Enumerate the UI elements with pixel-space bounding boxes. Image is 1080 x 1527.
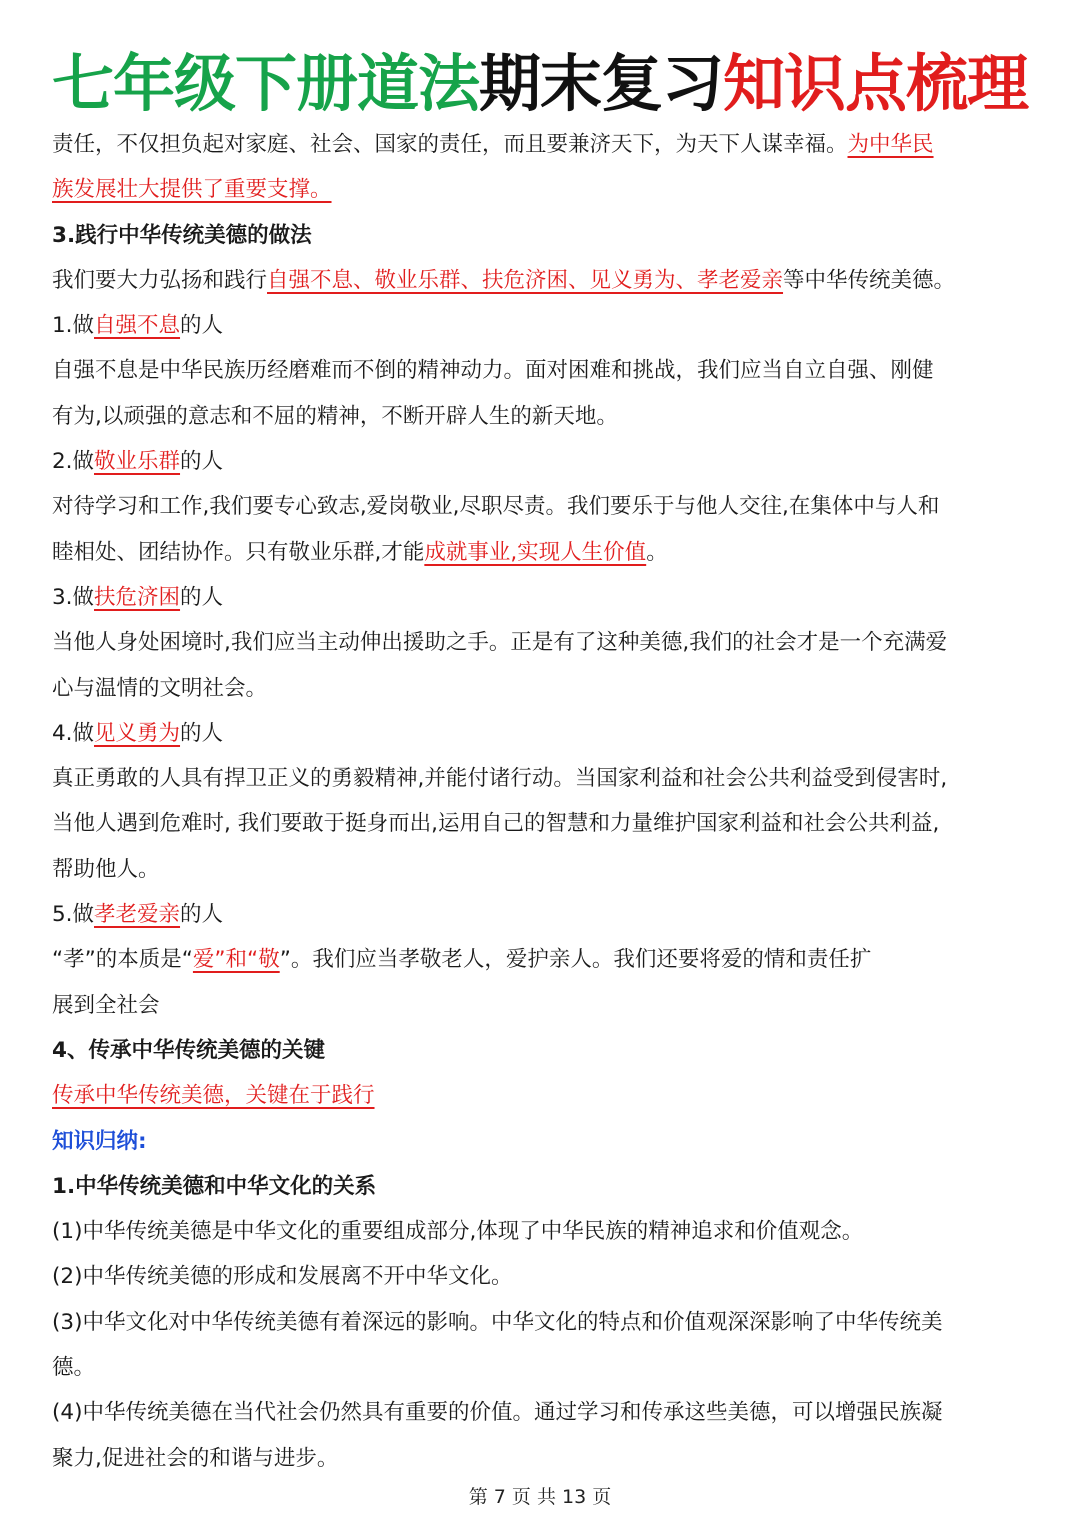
text-line — [52, 1345, 1032, 1390]
text-line — [52, 620, 1032, 665]
page-title — [0, 44, 1080, 124]
text-line — [52, 1209, 1032, 1254]
text-segment: 的人 — [180, 902, 224, 928]
text-segment: 睦相处、团结协作。只有敬业乐群,才能 — [52, 539, 425, 565]
text-segment: 有为,以顽强的意志和不屈的精神，不断开辟人生的新天地。 — [52, 403, 618, 429]
text-segment: 4.做 — [52, 720, 95, 746]
text-segment: (4)中华传统美德在当代社会仍然具有重要的价值。通过学习和传承这些美德，可以增强民族凝 — [52, 1400, 943, 1426]
title-part-knowledge: 知识点梳理 — [723, 47, 1029, 120]
text-line — [52, 892, 1032, 937]
text-line — [52, 348, 1032, 393]
text-segment: 1.中华传统美德和中华文化的关系 — [52, 1173, 377, 1199]
text-line — [52, 801, 1032, 846]
text-line — [52, 530, 1032, 575]
highlighted-keyword: 传承中华传统美德，关键在于践行 — [52, 1083, 375, 1109]
text-segment: 当他人身处困境时,我们应当主动伸出援助之手。正是有了这种美德,我们的社会才是一个充满爱 — [52, 630, 948, 656]
text-segment: 3.做 — [52, 584, 95, 610]
text-line — [52, 847, 1032, 892]
text-segment: 自强不息是中华民族历经磨难而不倒的精神动力。面对困难和挑战，我们应当自立自强、刚健 — [52, 358, 934, 384]
text-line — [52, 1436, 1032, 1481]
text-segment: 4、传承中华传统美德的关键 — [52, 1037, 325, 1063]
text-line — [52, 258, 1032, 303]
text-segment: 5.做 — [52, 902, 95, 928]
text-line — [52, 303, 1032, 348]
text-segment: ”。我们应当孝敬老人，爱护亲人。我们还要将爱的情和责任扩 — [279, 947, 872, 973]
highlighted-keyword: 成就事业,实现人生价值 — [424, 539, 647, 565]
text-line — [52, 1300, 1032, 1345]
text-segment: 心与温情的文明社会。 — [52, 675, 268, 701]
text-segment: (3)中华文化对中华传统美德有着深远的影响。中华文化的特点和价值观深深影响了中华传统美 — [52, 1309, 943, 1335]
text-line — [52, 394, 1032, 439]
text-line — [52, 937, 1032, 982]
highlighted-keyword: 自强不息 — [94, 313, 181, 339]
text-segment: 2.做 — [52, 449, 95, 475]
text-segment: 的人 — [180, 584, 224, 610]
text-line — [52, 756, 1032, 801]
highlighted-keyword: 扶危济困 — [94, 584, 181, 610]
text-line — [52, 484, 1032, 529]
summary-heading — [52, 1119, 1032, 1164]
section-heading — [52, 213, 1032, 258]
page-number-footer: 第 7 页 共 13 页 — [468, 1486, 612, 1508]
text-segment: 等中华传统美德。 — [783, 267, 956, 293]
text-segment: (2)中华传统美德的形成和发展离不开中华文化。 — [52, 1264, 513, 1290]
text-line — [52, 666, 1032, 711]
text-segment: 。 — [646, 539, 668, 565]
text-line — [52, 439, 1032, 484]
text-segment: 当他人遇到危难时, 我们要敢于挺身而出,运用自己的智慧和力量维护国家利益和社会公共利益, — [52, 811, 940, 837]
section-heading — [52, 1164, 1032, 1209]
text-segment: 对待学习和工作,我们要专心致志,爱岗敬业,尽职尽责。我们要乐于与他人交往,在集体中与人和 — [52, 494, 940, 520]
text-segment: “孝”的本质是“ — [52, 947, 193, 973]
section-heading — [52, 1028, 1032, 1073]
highlighted-keyword: 见义勇为 — [94, 720, 181, 746]
text-segment: 的人 — [180, 720, 224, 746]
highlighted-keyword: 族发展壮大提供了重要支撑。 — [52, 177, 332, 203]
text-segment: (1)中华传统美德是中华文化的重要组成部分,体现了中华民族的精神追求和价值观念。 — [52, 1219, 864, 1245]
text-segment: 知识归纳: — [52, 1128, 147, 1154]
text-segment: 的人 — [180, 313, 224, 339]
text-line — [52, 1390, 1032, 1435]
text-segment: 1.做 — [52, 313, 95, 339]
highlighted-keyword: 孝老爱亲 — [94, 902, 181, 928]
text-segment: 聚力,促进社会的和谐与进步。 — [52, 1445, 339, 1471]
text-line — [52, 1254, 1032, 1299]
title-part-review: 期末复习 — [478, 47, 723, 120]
text-segment: 的人 — [180, 449, 224, 475]
text-line — [52, 711, 1032, 756]
text-segment: 德。 — [52, 1355, 96, 1381]
text-line — [52, 1073, 1032, 1118]
text-segment: 帮助他人。 — [52, 856, 160, 882]
document-body — [52, 122, 1032, 1481]
title-part-grade: 七年级下册道法 — [51, 47, 479, 120]
highlighted-keyword: 为中华民 — [847, 132, 934, 157]
text-line — [52, 575, 1032, 620]
text-segment: 真正勇敢的人具有捍卫正义的勇毅精神,并能付诸行动。当国家利益和社会公共利益受到侵害时, — [52, 766, 948, 792]
highlighted-keyword: 爱”和“敬 — [192, 947, 280, 973]
highlighted-keyword: 自强不息、敬业乐群、扶危济困、见义勇为、孝老爱亲 — [267, 267, 784, 293]
text-line — [52, 983, 1032, 1028]
text-line — [52, 122, 1032, 167]
text-segment: 责任，不仅担负起对家庭、社会、国家的责任，而且要兼济天下，为天下人谋幸福。 — [52, 132, 848, 157]
text-segment: 我们要大力弘扬和践行 — [52, 267, 268, 293]
text-line — [52, 167, 1032, 212]
text-segment: 3.践行中华传统美德的做法 — [52, 222, 312, 248]
highlighted-keyword: 敬业乐群 — [94, 449, 181, 475]
text-segment: 展到全社会 — [52, 992, 160, 1018]
